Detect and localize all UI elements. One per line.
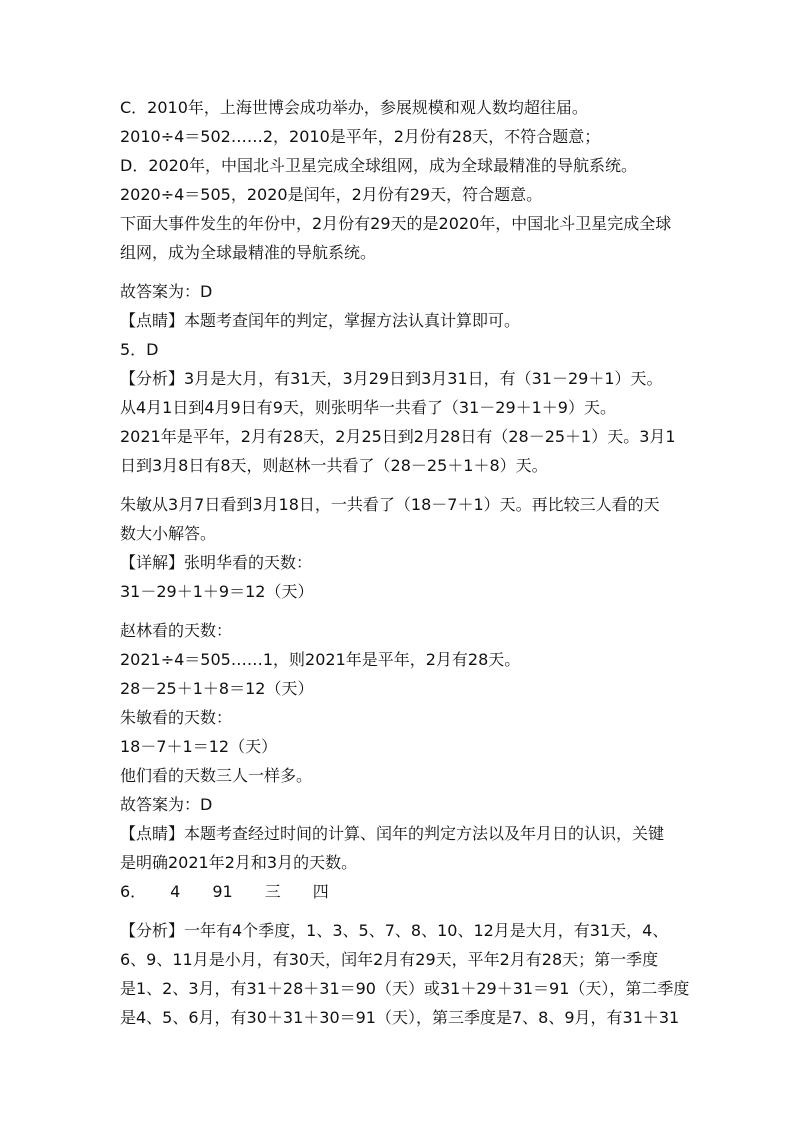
text-line-analysis-6-1: 【分析】一年有4个季度，1、3、5、7、8、10、12月是大月，有31天，4、 [120, 921, 669, 940]
text-line-question-6: 6． 4 91 三 四 [120, 882, 329, 901]
text-line-answer-4: 故答案为：D [120, 282, 213, 301]
text-line-answer-5: 故答案为：D [120, 795, 213, 814]
text-line-detail-5-4: 2021÷4＝505……1，则2021年是平年，2月有28天。 [120, 650, 521, 669]
text-line-detail-5-3: 赵林看的天数： [120, 621, 233, 640]
text-line-detail-5-2: 31－29＋1＋9＝12（天） [120, 582, 314, 601]
text-line-analysis-6-2: 6、9、11月是小月，有30天，闰年2月有29天，平年2月有28天；第一季度 [120, 950, 659, 969]
text-line-detail-5-5: 28－25＋1＋8＝12（天） [120, 679, 314, 698]
text-line-conclusion-1: 下面大事件发生的年份中，2月份有29天的是2020年，中国北斗卫星完成全球 [120, 214, 672, 233]
text-line-analysis-5-6: 数大小解答。 [120, 524, 217, 543]
text-line-detail-5-6: 朱敏看的天数： [120, 708, 233, 727]
text-line-comment-5-1: 【点睛】本题考查经过时间的计算、闰年的判定方法以及年月日的认识，关键 [120, 824, 665, 843]
text-line-analysis-5-5: 朱敏从3月7日看到3月18日，一共看了（18－7＋1）天。再比较三人看的天 [120, 495, 660, 514]
text-line-calc-2010: 2010÷4＝502……2，2010是平年，2月份有28天，不符合题意； [120, 127, 601, 146]
text-line-comment-4: 【点睛】本题考查闰年的判定，掌握方法认真计算即可。 [120, 311, 521, 330]
text-line-question-5: 5．D [120, 340, 159, 359]
text-line-analysis-6-3: 是1、2、3月，有31＋28＋31＝90（天）或31＋29＋31＝91（天），第二季度 [120, 979, 690, 998]
text-line-analysis-6-4: 是4、5、6月，有30＋31＋30＝91（天），第三季度是7、8、9月，有31＋31 [120, 1008, 680, 1027]
text-line-option-d: D．2020年，中国北斗卫星完成全球组网，成为全球最精准的导航系统。 [120, 156, 638, 175]
text-line-calc-2020: 2020÷4＝505，2020是闰年，2月份有29天，符合题意。 [120, 185, 543, 204]
text-line-detail-5-8: 他们看的天数三人一样多。 [120, 766, 313, 785]
text-line-detail-5-7: 18－7＋1＝12（天） [120, 737, 278, 756]
text-line-option-c: C．2010年，上海世博会成功举办，参展规模和观人数均超往届。 [120, 98, 588, 117]
text-line-conclusion-2: 组网，成为全球最精准的导航系统。 [120, 243, 377, 262]
text-line-analysis-5-3: 2021年是平年，2月有28天，2月25日到2月28日有（28－25＋1）天。3月1 [120, 427, 676, 446]
text-line-detail-5-1: 【详解】张明华看的天数： [120, 553, 313, 572]
text-line-analysis-5-2: 从4月1日到4月9日有9天，则张明华一共看了（31－29＋1＋9）天。 [120, 398, 616, 417]
text-line-analysis-5-4: 日到3月8日有8天，则赵林一共看了（28－25＋1＋8）天。 [120, 456, 548, 475]
text-line-comment-5-2: 是明确2021年2月和3月的天数。 [120, 853, 358, 872]
text-line-analysis-5-1: 【分析】3月是大月，有31天，3月29日到3月31日，有（31－29＋1）天。 [120, 369, 663, 388]
